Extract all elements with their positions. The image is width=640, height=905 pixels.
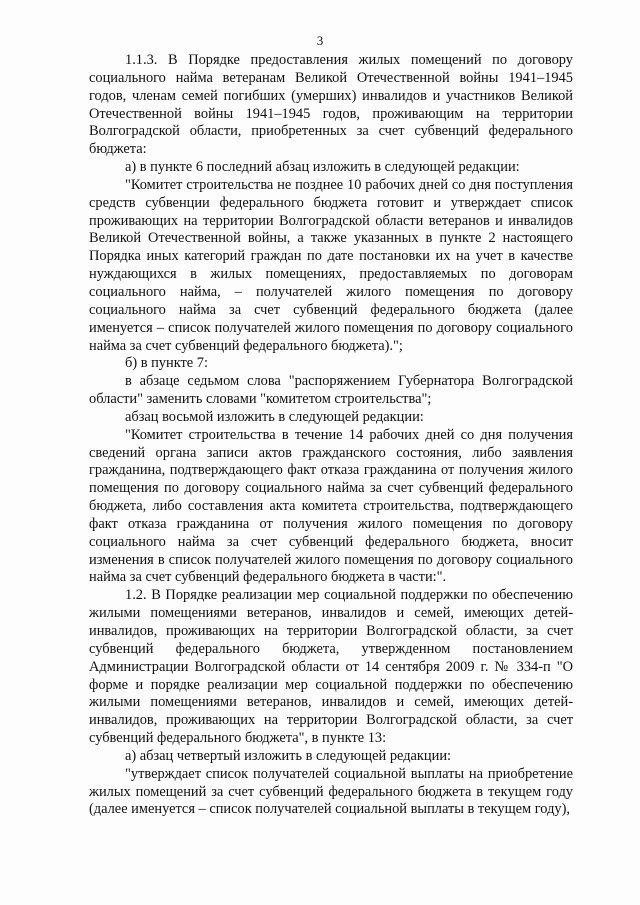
paragraph-1-2: 1.2. В Порядке реализации мер социальной поддержки по обеспечению жилыми помещениями ветеранов, инвалидов и семей, имеющих детей-инвалидов, проживающих на территории Волгоградской области, за счет субвенций федерального бюджета, утвержденном постановлением Администрации Волгоградской области от 14 сентября 2009 г. № 334-п "О форме и порядке реализации мер социальной поддержки по обеспечению жилыми помещениями ветеранов, инвалидов и семей, имеющих детей-инвалидов, проживающих на территории Волгоградской области, за счет субвенций федерального бюджета", в пункте 13: [89,587,573,747]
paragraph-seventh-abzac: в абзаце седьмом слова "распоряжением Губернатора Волгоградской области" заменить словами "комитетом строительства"; [89,373,573,408]
paragraph-quote-point-13: "утверждает список получателей социальной выплаты на приобретение жилых помещений за счет субвенций федерального бюджета в текущем году (далее именуется – список получателей социальной выплаты в текущем году), [89,765,573,818]
page-number: 3 [316,33,324,48]
document-body [89,52,573,819]
paragraph-1-1-3: 1.1.3. В Порядке предоставления жилых помещений по договору социального найма ветеранам Великой Отечественной войны 1941–1945 годов, членам семей погибших (умерших) инвалидов и участников Великой Отечественной войны 1941–1945 годов, проживающим на территории Волгоградской области, приобретенных за счет субвенций федерального бюджета: [89,52,573,158]
paragraph-item-b-point-7: б) в пункте 7: [125,355,208,372]
paragraph-quote-point-7: "Комитет строительства в течение 14 рабочих дней со дня получения сведений органа записи актов гражданского состояния, либо заявления гражданина, подтверждающего факт отказа гражданина от получения жилого помещения по договору социального найма за счет субвенций федерального бюджета, либо составления акта комитета строительства, подтверждающего факт отказа гражданина от получения жилого помещения по договору социального найма за счет субвенций федерального бюджета, вносит изменения в список получателей жилого помещения по договору социального найма за счет субвенций федерального бюджета в части:". [89,426,573,586]
paragraph-item-a-point-13: а) абзац четвертый изложить в следующей редакции: [125,747,452,764]
paragraph-eighth-abzac: абзац восьмой изложить в следующей редакции: [125,408,424,425]
paragraph-item-a-point-6: а) в пункте 6 последний абзац изложить в следующей редакции: [125,159,520,176]
paragraph-quote-point-6: "Комитет строительства не позднее 10 рабочих дней со дня поступления средств субвенции федерального бюджета готовит и утверждает список проживающих на территории Волгоградской области ветеранов и инвалидов Великой Отечественной войны, а также указанных в пункте 2 настоящего Порядка иных категорий граждан по дате постановки их на учет в качестве нуждающихся в жилых помещениях, предоставляемых по договорам социального найма, – получателей жилого помещения по договору социального найма за счет субвенций федерального бюджета (далее именуется – список получателей жилого помещения по договору социального найма за счет субвенций федерального бюджета)."; [89,176,573,354]
